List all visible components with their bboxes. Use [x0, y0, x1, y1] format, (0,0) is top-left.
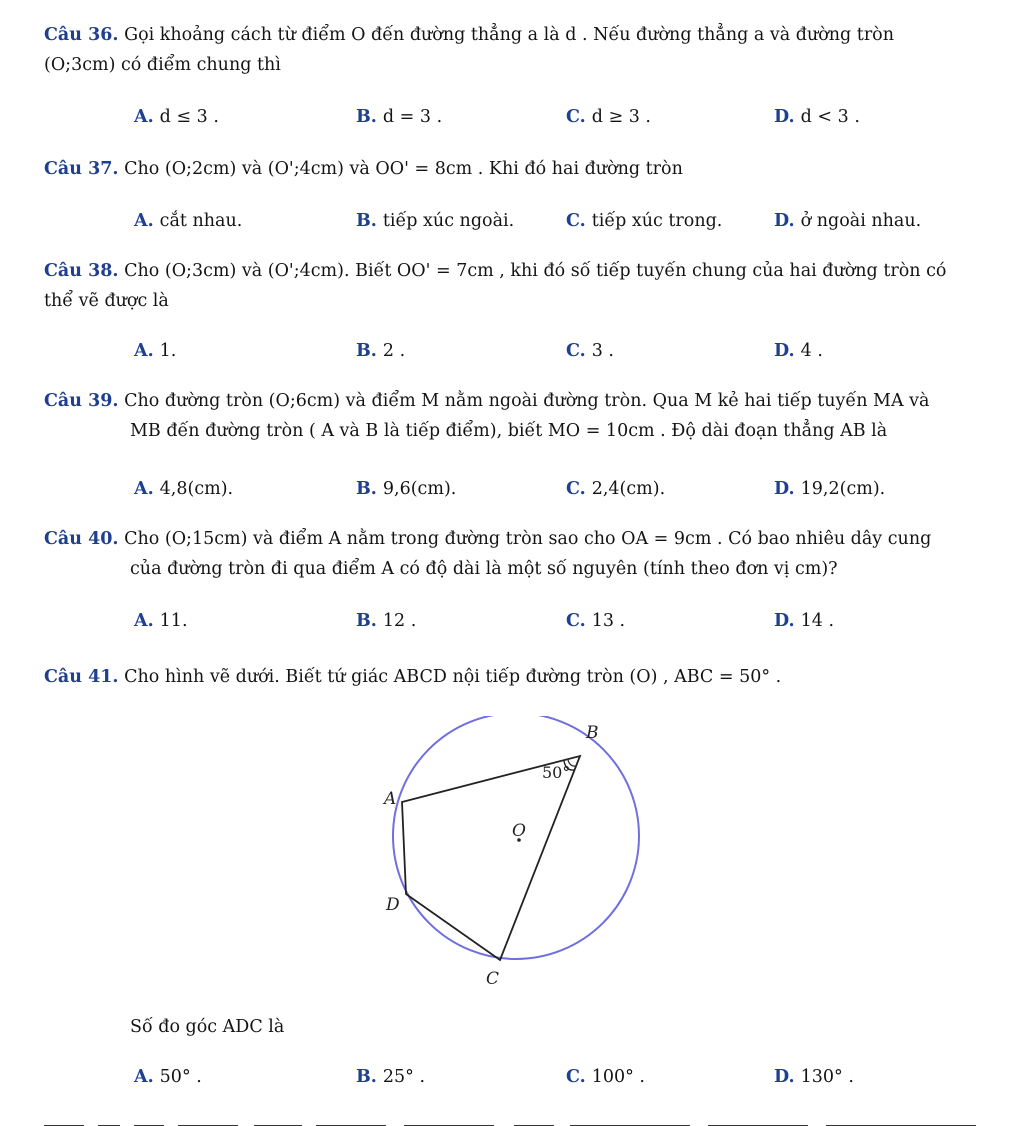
question-40	[44, 524, 984, 584]
option-b[interactable]: B. 25° .	[356, 1067, 426, 1087]
question-39-options	[134, 474, 994, 504]
question-text: Cho đường tròn (O;6cm) và điểm M nằm ngoài đường tròn. Qua M kẻ hai tiếp tuyến MA và	[124, 391, 930, 411]
question-40-options	[134, 606, 994, 636]
question-text: Cho (O;3cm) và (O';4cm). Biết OO' = 7cm , khi đó số tiếp tuyến chung của hai đường tròn có	[124, 261, 947, 281]
question-41-options	[134, 1062, 994, 1092]
point-label-c: C	[486, 969, 500, 989]
option-a[interactable]: A. 1.	[134, 341, 177, 361]
question-number: Câu 40.	[44, 529, 119, 549]
question-number: Câu 39.	[44, 391, 119, 411]
quadrilateral-abcd	[402, 756, 580, 960]
question-36	[44, 20, 984, 80]
option-b[interactable]: B. 9,6(cm).	[356, 479, 457, 499]
question-40-stem	[44, 524, 984, 554]
cut-off-text-fragment	[44, 1117, 1004, 1126]
question-number: Câu 36.	[44, 25, 119, 45]
option-d[interactable]: D. d < 3 .	[774, 107, 860, 127]
option-d[interactable]: D. 14 .	[774, 611, 835, 631]
option-b[interactable]: B. d = 3 .	[356, 107, 443, 127]
option-a[interactable]: A. 4,8(cm).	[134, 479, 234, 499]
question-36-stem-line2: (O;3cm) có điểm chung thì	[44, 55, 281, 75]
question-39-stem-line2: MB đến đường tròn ( A và B là tiếp điểm), biết MO = 10cm . Độ dài đoạn thẳng AB là	[130, 421, 888, 441]
option-c[interactable]: C. d ≥ 3 .	[566, 107, 651, 127]
question-text: Cho (O;15cm) và điểm A nằm trong đường tròn sao cho OA = 9cm . Có bao nhiêu dây cung	[124, 529, 932, 549]
option-a[interactable]: A. cắt nhau.	[134, 211, 243, 231]
option-d[interactable]: D. 19,2(cm).	[774, 479, 886, 499]
question-38	[44, 256, 984, 316]
question-38-stem	[44, 256, 984, 286]
question-41	[44, 662, 984, 692]
question-number: Câu 41.	[44, 667, 119, 687]
option-d[interactable]: D. 130° .	[774, 1067, 854, 1087]
angle-label-b: 50°	[542, 763, 571, 782]
option-a[interactable]: A. 50° .	[134, 1067, 202, 1087]
point-label-b: B	[586, 723, 599, 743]
question-38-options	[134, 336, 994, 366]
option-a[interactable]: A. 11.	[134, 611, 188, 631]
question-number: Câu 38.	[44, 261, 119, 281]
question-text: Cho hình vẽ dưới. Biết tứ giác ABCD nội tiếp đường tròn (O) , ABC = 50° .	[124, 667, 782, 687]
option-c[interactable]: C. 100° .	[566, 1067, 645, 1087]
question-37-stem	[44, 154, 984, 184]
option-b[interactable]: B. 2 .	[356, 341, 406, 361]
question-37-options	[134, 206, 994, 236]
question-36-options	[134, 102, 994, 132]
question-number: Câu 37.	[44, 159, 119, 179]
option-d[interactable]: D. ở ngoài nhau.	[774, 211, 922, 231]
option-a[interactable]: A. d ≤ 3 .	[134, 107, 219, 127]
question-text: Gọi khoảng cách từ điểm O đến đường thẳng a là d . Nếu đường thẳng a và đường tròn	[124, 25, 894, 45]
option-c[interactable]: C. tiếp xúc trong.	[566, 211, 723, 231]
question-38-stem-line2: thể vẽ được là	[44, 291, 169, 311]
question-37	[44, 154, 984, 184]
option-c[interactable]: C. 13 .	[566, 611, 626, 631]
question-text: Cho (O;2cm) và (O';4cm) và OO' = 8cm . Khi đó hai đường tròn	[124, 159, 683, 179]
cut-off-next-line	[44, 1114, 1004, 1126]
point-label-a: A	[384, 789, 397, 809]
question-39	[44, 386, 984, 446]
option-c[interactable]: C. 2,4(cm).	[566, 479, 666, 499]
question-39-stem	[44, 386, 984, 416]
option-d[interactable]: D. 4 .	[774, 341, 823, 361]
option-b[interactable]: B. 12 .	[356, 611, 417, 631]
question-40-stem-line2: của đường tròn đi qua điểm A có độ dài là một số nguyên (tính theo đơn vị cm)?	[130, 559, 838, 579]
option-c[interactable]: C. 3 .	[566, 341, 614, 361]
option-b[interactable]: B. tiếp xúc ngoài.	[356, 211, 515, 231]
circle-quadrilateral-figure	[372, 716, 662, 992]
question-41-stem	[44, 662, 984, 692]
question-41-prompt: Số đo góc ADC là	[130, 1017, 285, 1037]
question-36-stem	[44, 20, 984, 50]
point-label-d: D	[386, 895, 400, 915]
point-label-o: O	[512, 821, 526, 841]
